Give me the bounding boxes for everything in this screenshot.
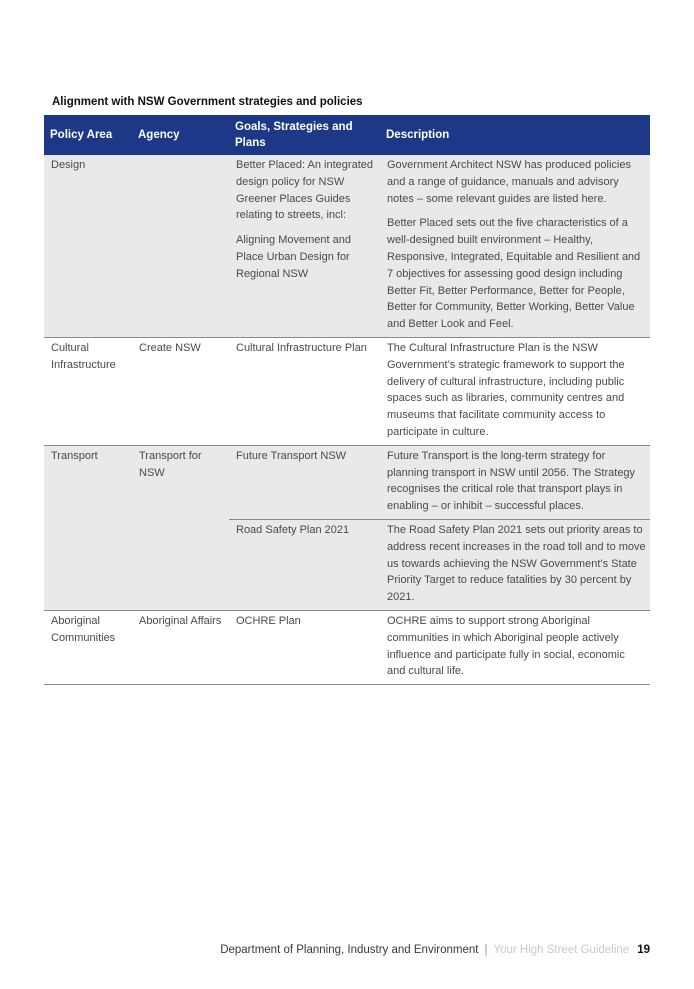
header-agency: Agency (132, 115, 229, 155)
table-header-row (44, 115, 650, 155)
cell-agency: Aboriginal Affairs (132, 610, 229, 684)
header-description: Description (380, 115, 650, 155)
cell-goals: Cultural Infrastructure Plan (229, 337, 380, 445)
cell-description: The Cultural Infrastructure Plan is the NSW Government’s strategic framework to support the delivery of cultural infrastructure, including public spaces such as libraries, community centres and museums that facilitate community access to participate in culture. (380, 337, 650, 445)
header-goals: Goals, Strategies and Plans (229, 115, 380, 155)
footer-separator: | (484, 944, 488, 956)
cell-policy-area: Cultural Infrastructure (44, 337, 132, 445)
cell-description: OCHRE aims to support strong Aboriginal communities in which Aboriginal people actively influence and participate fully in social, economic and cultural life. (380, 610, 650, 684)
table-row-design (44, 155, 650, 337)
footer-guide-title: Your High Street Guideline (493, 944, 630, 956)
cell-goals: Road Safety Plan 2021 (229, 519, 380, 610)
cell-goals: Future Transport NSW (229, 445, 380, 519)
cell-agency: Transport for NSW (132, 445, 229, 610)
cell-agency (132, 155, 229, 337)
table-title: Alignment with NSW Government strategies and policies (52, 96, 363, 108)
cell-policy-area: Design (44, 155, 132, 337)
page-number: 19 (637, 944, 650, 956)
cell-goals (229, 155, 380, 337)
policy-table (44, 115, 650, 685)
cell-description: Future Transport is the long-term strategy for planning transport in NSW until 2056. The Strategy recognises the critical role that transport plays in enabling – or inhibit – successful places. (380, 445, 650, 519)
cell-policy-area: Transport (44, 445, 132, 610)
page-footer (220, 944, 650, 956)
description-text: Government Architect NSW has produced policies and a range of guidance, manuals and advisory notes – some relevant guides are listed here. (387, 159, 631, 205)
description-text: Better Placed sets out the five characteristics of a well-designed built environment – Healthy, Responsive, Integrated, Equitable and Resilient and 7 objectives for assessing good design including Better Fit, Better Performance, Better for People, Better for Community, Better Working, Better Value and Better Look and Feel. (387, 217, 641, 331)
header-policy-area: Policy Area (44, 115, 132, 155)
cell-policy-area: Aboriginal Communities (44, 610, 132, 684)
cell-description: The Road Safety Plan 2021 sets out priority areas to address recent increases in the road toll and to move us towards achieving the NSW Government’s State Priority Target to reduce fatalities by 30 percent by 2021. (380, 519, 650, 610)
goal-text: Better Placed: An integrated design policy for NSW Greener Places Guides relating to streets, incl: (236, 159, 373, 222)
goal-text: Aligning Movement and Place Urban Design for Regional NSW (236, 234, 351, 280)
table-row-aboriginal (44, 610, 650, 684)
footer-department: Department of Planning, Industry and Environment (220, 944, 479, 956)
cell-goals: OCHRE Plan (229, 610, 380, 684)
table-row-transport (44, 445, 650, 519)
table-row-cultural (44, 337, 650, 445)
cell-description (380, 155, 650, 337)
cell-agency: Create NSW (132, 337, 229, 445)
